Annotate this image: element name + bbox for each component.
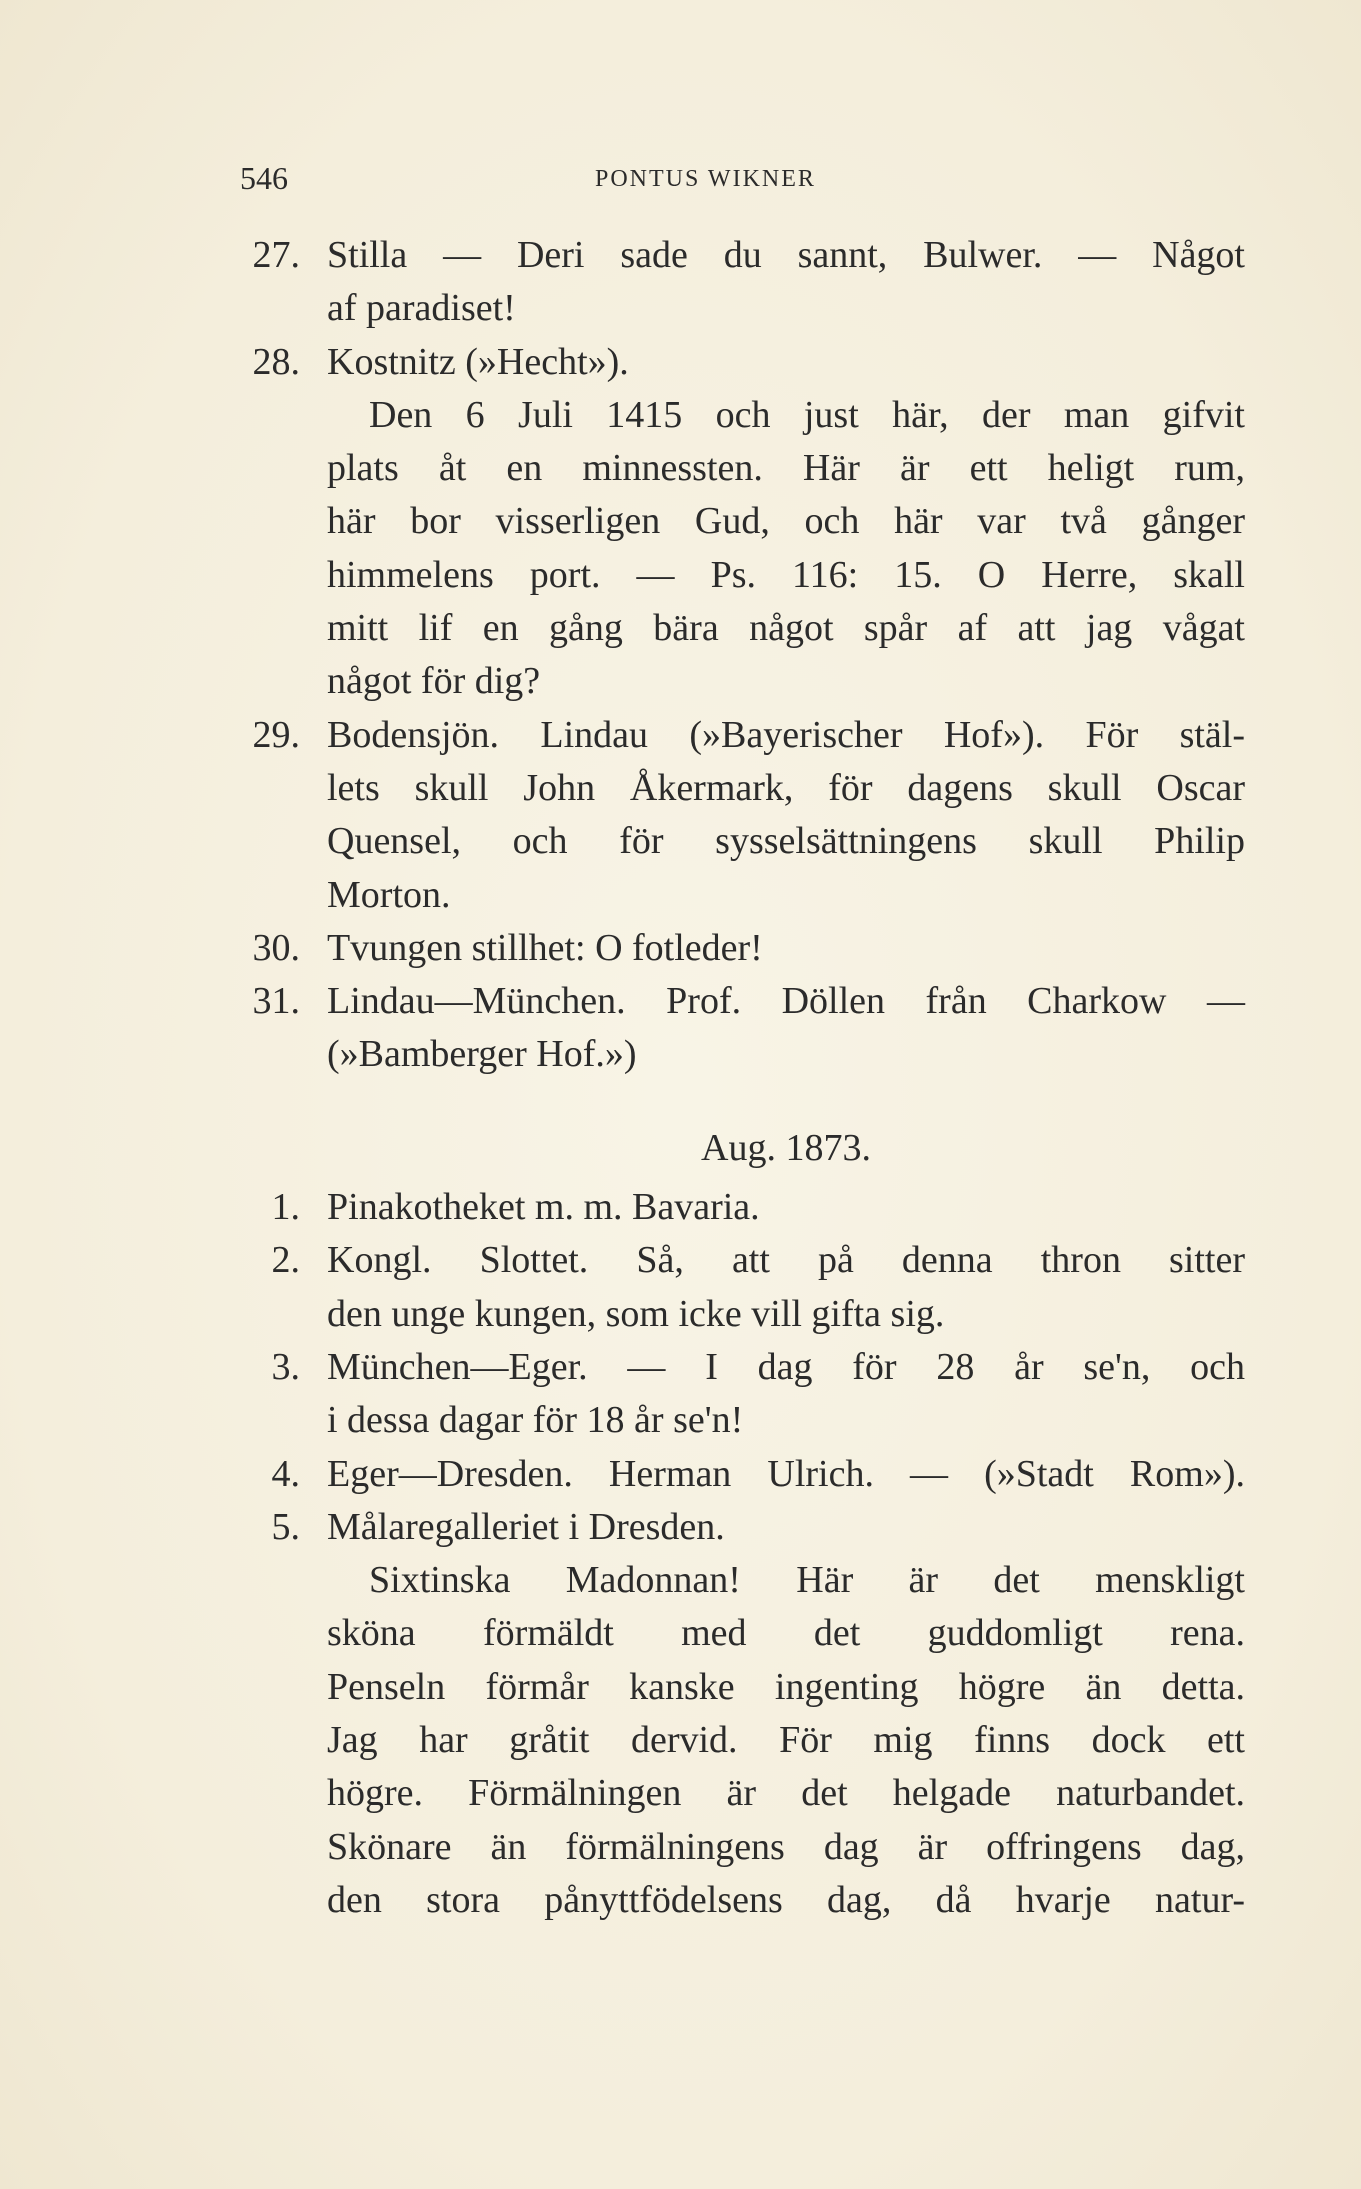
entry-number: 2. (271, 1239, 300, 1282)
text-line: här bor visserligen Gud, och här var två gånger (327, 500, 1245, 543)
text-line: den unge kungen, som icke vill gifta sig. (327, 1292, 945, 1335)
text-line: Quensel, och för sysselsättningens skull Philip (327, 820, 1245, 863)
text-line: Kostnitz (»Hecht»). (327, 340, 629, 383)
entry-number: 3. (271, 1345, 300, 1388)
text-line: plats åt en minnessten. Här är ett heligt rum, (327, 447, 1245, 490)
entry-aug-4 (240, 1448, 1245, 1501)
text-line: München—Eger. — I dag för 28 år se'n, och (327, 1345, 1245, 1388)
text-line: Lindau—München. Prof. Döllen från Charkow — (327, 980, 1245, 1023)
entry-27 (240, 229, 1245, 336)
text-line: Bodensjön. Lindau (»Bayerischer Hof»). För stäl- (327, 713, 1245, 756)
text-line: Tvungen stillhet: O fotleder! (327, 926, 763, 969)
running-head: PONTUS WIKNER (595, 166, 816, 192)
text-line: den stora pånyttfödelsens dag, då hvarje natur- (327, 1878, 1245, 1921)
entry-number: 30. (252, 926, 300, 969)
text-line: Jag har gråtit dervid. För mig finns dock ett (327, 1719, 1245, 1762)
entry-number: 27. (252, 234, 300, 276)
text-line: Sixtinska Madonnan! Här är det menskligt (369, 1559, 1245, 1602)
text-line: (»Bamberger Hof.») (327, 1033, 637, 1076)
text-line: Kongl. Slottet. Så, att på denna thron sitter (327, 1239, 1245, 1282)
entry-number: 1. (271, 1186, 300, 1229)
section-heading: Aug. 1873. (701, 1126, 871, 1169)
entry-aug-5 (240, 1501, 1245, 1927)
text-line: något för dig? (327, 660, 541, 703)
entry-30 (240, 922, 1245, 975)
entry-31 (240, 975, 1245, 1082)
text-line: i dessa dagar för 18 år se'n! (327, 1399, 744, 1442)
entry-aug-1 (240, 1181, 1245, 1234)
text-line: Penseln förmår kanske ingenting högre än detta. (327, 1665, 1245, 1708)
text-line: högre. Förmälningen är det helgade naturbandet. (327, 1772, 1245, 1815)
page-header (240, 160, 1090, 210)
entry-number: 31. (252, 980, 300, 1023)
text-line: Den 6 Juli 1415 och just här, der man gifvit (369, 393, 1245, 436)
entry-number: 28. (252, 340, 300, 383)
entry-28 (240, 336, 1245, 709)
text-line: Stilla — Deri sade du sannt, Bulwer. — Något (327, 234, 1245, 276)
text-line: af paradiset! (327, 287, 516, 330)
body-text (240, 229, 1245, 1927)
entry-number: 5. (271, 1505, 300, 1548)
text-line: sköna förmäldt med det guddomligt rena. (327, 1612, 1245, 1655)
page-number: 546 (240, 160, 288, 196)
text-line: Eger—Dresden. Herman Ulrich. — (»Stadt Rom»). (327, 1452, 1245, 1495)
text-line: Målaregalleriet i Dresden. (327, 1505, 725, 1548)
entry-aug-3 (240, 1341, 1245, 1448)
text-line: himmelens port. — Ps. 116: 15. O Herre, skall (327, 553, 1245, 596)
entry-29 (240, 709, 1245, 922)
entry-aug-2 (240, 1234, 1245, 1341)
text-line: Pinakotheket m. m. Bavaria. (327, 1186, 760, 1229)
text-line: lets skull John Åkermark, för dagens skull Oscar (327, 766, 1245, 809)
entry-number: 4. (271, 1452, 300, 1495)
text-line: mitt lif en gång bära något spår af att jag vågat (327, 607, 1245, 650)
text-line: Morton. (327, 873, 451, 916)
text-line: Skönare än förmälningens dag är offringens dag, (327, 1825, 1245, 1868)
entry-number: 29. (252, 713, 300, 756)
